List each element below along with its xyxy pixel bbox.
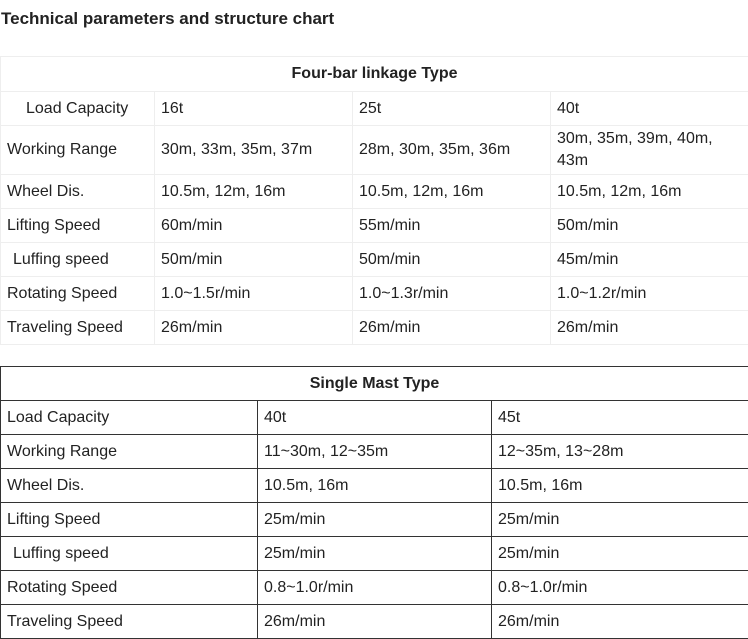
- table-row: [1, 435, 748, 469]
- table-cell: 10.5m, 16m: [492, 469, 748, 503]
- table-row: [1, 311, 748, 345]
- table-cell: 25m/min: [492, 503, 748, 537]
- table-row: [1, 175, 748, 209]
- table-cell: 10.5m, 12m, 16m: [155, 175, 353, 209]
- row-label: Load Capacity: [1, 401, 258, 435]
- table-cell: 50m/min: [353, 243, 551, 277]
- row-label: Load Capacity: [1, 92, 155, 126]
- page-title: Technical parameters and structure chart: [1, 9, 334, 29]
- four-bar-linkage-table: [0, 56, 748, 345]
- table-cell: 25m/min: [258, 503, 492, 537]
- row-label: Wheel Dis.: [1, 175, 155, 209]
- row-label: Lifting Speed: [1, 209, 155, 243]
- table-row: [1, 401, 748, 435]
- table-cell: 30m, 33m, 35m, 37m: [155, 126, 353, 175]
- row-label: Working Range: [1, 435, 258, 469]
- table-cell: 26m/min: [353, 311, 551, 345]
- table-cell: 0.8~1.0r/min: [492, 571, 748, 605]
- table-cell: 10.5m, 12m, 16m: [353, 175, 551, 209]
- table-row: [1, 243, 748, 277]
- table-cell: 45t: [492, 401, 748, 435]
- table-cell: 1.0~1.2r/min: [551, 277, 748, 311]
- table-cell: 45m/min: [551, 243, 748, 277]
- table-cell: 1.0~1.5r/min: [155, 277, 353, 311]
- table-cell: 28m, 30m, 35m, 36m: [353, 126, 551, 175]
- table-cell: 1.0~1.3r/min: [353, 277, 551, 311]
- row-label: Luffing speed: [1, 243, 155, 277]
- row-label: Wheel Dis.: [1, 469, 258, 503]
- table-cell: 12~35m, 13~28m: [492, 435, 748, 469]
- single-mast-table: [0, 366, 748, 639]
- table-row: [1, 537, 748, 571]
- table-caption: Four-bar linkage Type: [1, 57, 748, 92]
- table-row: [1, 469, 748, 503]
- row-label: Lifting Speed: [1, 503, 258, 537]
- table-cell: 25t: [353, 92, 551, 126]
- table-cell: 10.5m, 16m: [258, 469, 492, 503]
- table-row: [1, 126, 748, 175]
- table-caption: Single Mast Type: [1, 367, 748, 401]
- table-cell: 50m/min: [155, 243, 353, 277]
- row-label: Working Range: [1, 126, 155, 175]
- table-row: [1, 605, 748, 639]
- table-cell: 25m/min: [258, 537, 492, 571]
- row-label: Traveling Speed: [1, 605, 258, 639]
- table-cell: 26m/min: [155, 311, 353, 345]
- row-label: Rotating Speed: [1, 571, 258, 605]
- table-row: [1, 92, 748, 126]
- table-cell: 11~30m, 12~35m: [258, 435, 492, 469]
- table-cell: 50m/min: [551, 209, 748, 243]
- row-label: Rotating Speed: [1, 277, 155, 311]
- table-cell: 26m/min: [551, 311, 748, 345]
- table-cell: 0.8~1.0r/min: [258, 571, 492, 605]
- table-cell: 10.5m, 12m, 16m: [551, 175, 748, 209]
- table-cell: 55m/min: [353, 209, 551, 243]
- table-cell: 40t: [258, 401, 492, 435]
- table-cell: 40t: [551, 92, 748, 126]
- table-cell: 26m/min: [492, 605, 748, 639]
- table-cell: 25m/min: [492, 537, 748, 571]
- row-label: Traveling Speed: [1, 311, 155, 345]
- table-row: [1, 503, 748, 537]
- table-row: [1, 209, 748, 243]
- table-row: [1, 571, 748, 605]
- table-row: [1, 277, 748, 311]
- table-cell: 16t: [155, 92, 353, 126]
- table-cell: 30m, 35m, 39m, 40m, 43m: [551, 126, 748, 175]
- table-cell: 60m/min: [155, 209, 353, 243]
- row-label: Luffing speed: [1, 537, 258, 571]
- table-cell: 26m/min: [258, 605, 492, 639]
